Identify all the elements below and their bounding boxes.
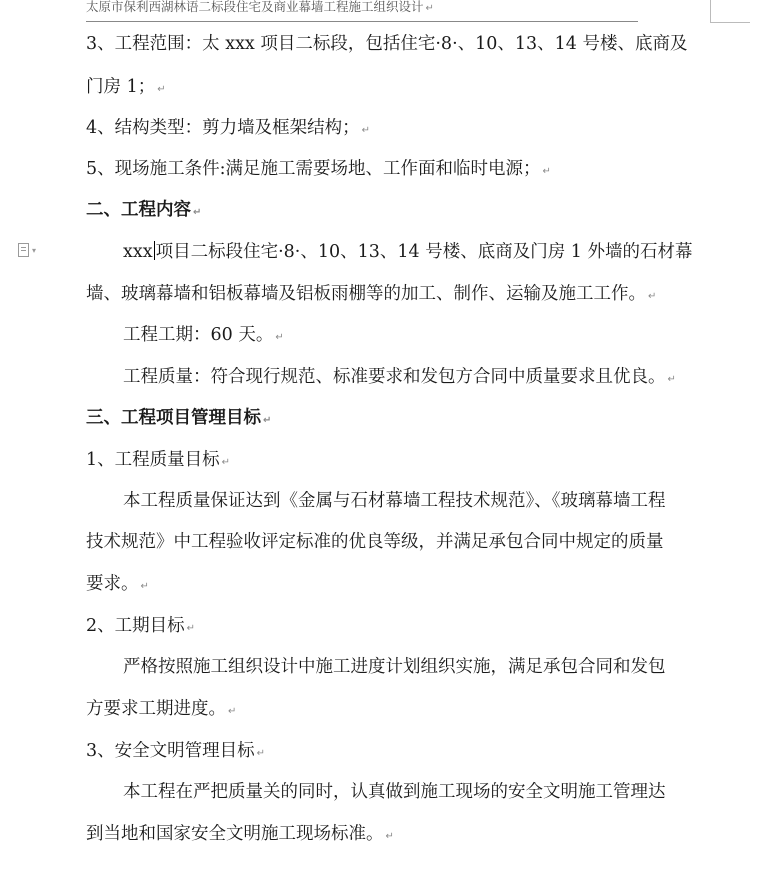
paragraph-mark-icon: ↵	[221, 457, 231, 468]
paragraph-mark-icon: ↵	[263, 415, 272, 426]
paragraph-mark-icon: ↵	[361, 125, 371, 136]
paragraph-mark-icon: ↵	[667, 374, 676, 385]
paragraph-mark-icon: ↵	[193, 207, 202, 218]
body-line: 要求。 ↵	[86, 574, 149, 594]
body-line: 5、现场施工条件:满足施工需要场地、工作面和临时电源； ↵	[86, 159, 551, 179]
crop-mark-horizontal	[710, 22, 750, 23]
crop-mark-vertical	[710, 0, 711, 22]
paragraph-mark-icon: ↵	[425, 3, 434, 14]
subheading: 1、工程质量目标 ↵	[86, 450, 231, 470]
body-line: 门房 1； ↵	[86, 77, 166, 97]
body-line: 方要求工期进度。 ↵	[86, 699, 237, 719]
body-line: 本工程在严把质量关的同时，认真做到施工现场的安全文明施工管理达	[123, 782, 666, 802]
paragraph-mark-icon: ↵	[186, 623, 196, 634]
section-heading: 二、工程内容 ↵	[86, 200, 202, 220]
body-line: 墙、玻璃幕墙和铝板幕墙及铝板雨棚等的加工、制作、运输及施工工作。 ↵	[86, 284, 657, 304]
paragraph-mark-icon: ↵	[228, 706, 237, 717]
body-line: 技术规范》中工程验收评定标准的优良等级，并满足承包合同中规定的质量	[86, 532, 664, 552]
paragraph-mark-icon: ↵	[140, 581, 149, 592]
body-line: 4、结构类型：剪力墙及框架结构； ↵	[86, 118, 371, 138]
subheading: 2、工期目标 ↵	[86, 616, 196, 636]
header-rule	[86, 21, 638, 22]
body-line: 3、工程范围：太 xxx 项目二标段，包括住宅·8·、10、13、14 号楼、底商及	[86, 34, 688, 54]
running-header	[86, 0, 434, 16]
document-icon	[18, 243, 29, 257]
body-line: 工程工期：60 天。 ↵	[123, 325, 284, 345]
document-options-icon[interactable]	[18, 242, 44, 258]
paragraph-mark-icon: ↵	[385, 831, 394, 842]
chevron-down-icon: ▾	[32, 245, 37, 255]
paragraph-mark-icon: ↵	[648, 291, 657, 302]
subheading: 3、安全文明管理目标 ↵	[86, 741, 266, 761]
body-line: 严格按照施工组织设计中施工进度计划组织实施，满足承包合同和发包	[123, 657, 666, 677]
body-line: 本工程质量保证达到《金属与石材幕墙工程技术规范》、《玻璃幕墙工程	[123, 491, 666, 511]
paragraph-mark-icon: ↵	[157, 84, 166, 95]
section-heading: 三、工程项目管理目标 ↵	[86, 408, 272, 428]
paragraph-mark-icon: ↵	[256, 748, 266, 759]
body-line: xxx 项目二标段住宅·8·、10、13、14 号楼、底商及门房 1 外墙的石材幕	[123, 242, 693, 262]
body-line: 工程质量：符合现行规范、标准要求和发包方合同中质量要求且优良。 ↵	[123, 367, 676, 387]
text-cursor	[154, 241, 155, 260]
body-line: 到当地和国家安全文明施工现场标准。 ↵	[86, 824, 394, 844]
paragraph-mark-icon: ↵	[275, 332, 284, 343]
paragraph-mark-icon: ↵	[542, 166, 551, 177]
header-title: 太原市保利西湖林语二标段住宅及商业幕墙工程施工组织设计	[86, 0, 424, 14]
